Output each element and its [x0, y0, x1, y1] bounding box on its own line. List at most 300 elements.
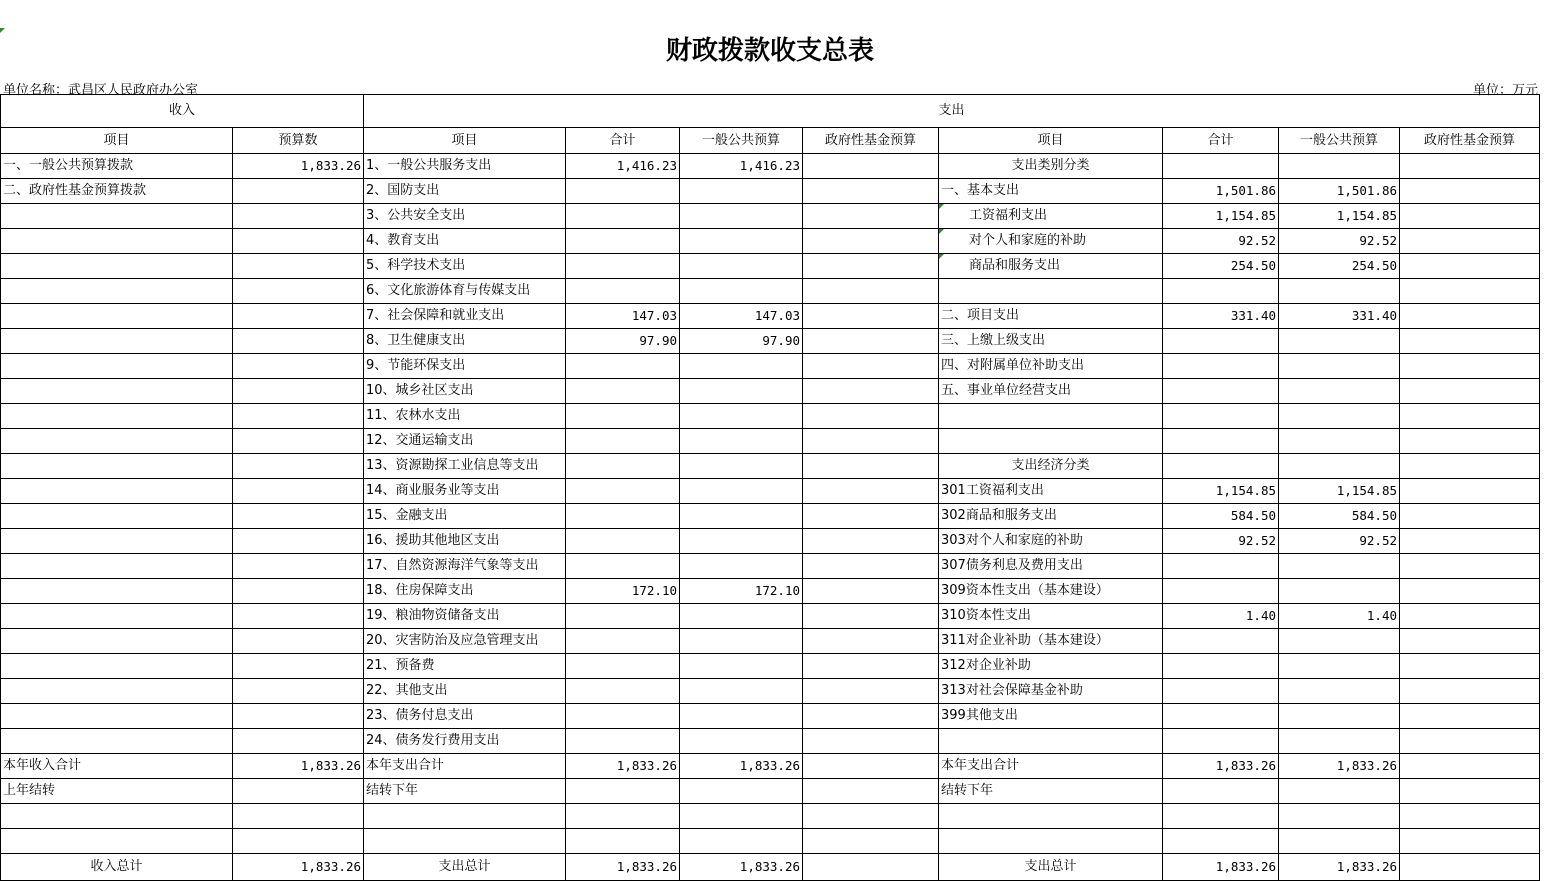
table-cell: [939, 729, 1163, 754]
table-cell: [1, 429, 233, 454]
table-cell: [680, 504, 803, 529]
table-cell: [566, 429, 680, 454]
table-cell: 三、上缴上级支出: [939, 329, 1163, 354]
table-cell: [803, 754, 939, 779]
table-cell: [680, 604, 803, 629]
table-cell: 19、粮油物资储备支出: [364, 604, 566, 629]
table-row: [1, 454, 1540, 479]
table-cell: 一、一般公共预算拨款: [1, 154, 233, 179]
table-cell: 399其他支出: [939, 704, 1163, 729]
table-cell: [233, 229, 364, 254]
table-cell: 11、农林水支出: [364, 404, 566, 429]
table-cell: [233, 829, 364, 854]
table-cell: 1,154.85: [1279, 479, 1400, 504]
table-cell: [1279, 679, 1400, 704]
table-cell: 20、灾害防治及应急管理支出: [364, 629, 566, 654]
table-cell: [566, 179, 680, 204]
table-cell: 10、城乡社区支出: [364, 379, 566, 404]
table-cell: [803, 204, 939, 229]
table-cell: 结转下年: [939, 779, 1163, 804]
table-cell: [1, 679, 233, 704]
table-cell: [803, 554, 939, 579]
table-cell: 1,833.26: [233, 754, 364, 779]
table-cell: 五、事业单位经营支出: [939, 379, 1163, 404]
table-cell: [566, 279, 680, 304]
table-cell: 92.52: [1279, 229, 1400, 254]
header-row-group: [1, 95, 1540, 128]
table-cell: 7、社会保障和就业支出: [364, 304, 566, 329]
table-row: [1, 254, 1540, 279]
table-cell: [1, 554, 233, 579]
table-cell: 147.03: [566, 304, 680, 329]
table-cell: 1,833.26: [566, 854, 680, 881]
table-cell: [1400, 479, 1540, 504]
table-cell: [566, 654, 680, 679]
table-cell: [1400, 629, 1540, 654]
table-cell: [1400, 279, 1540, 304]
table-row: [1, 279, 1540, 304]
table-cell: [1400, 554, 1540, 579]
table-cell: 15、金融支出: [364, 504, 566, 529]
table-cell: 支出经济分类: [939, 454, 1163, 479]
table-cell: 3、公共安全支出: [364, 204, 566, 229]
table-cell: 301工资福利支出: [939, 479, 1163, 504]
table-cell: [1163, 804, 1279, 829]
table-cell: 1,833.26: [1163, 754, 1279, 779]
table-cell: [1279, 329, 1400, 354]
table-cell: 331.40: [1279, 304, 1400, 329]
table-cell: [233, 804, 364, 829]
table-row: [1, 829, 1540, 854]
table-cell: 四、对附属单位补助支出: [939, 354, 1163, 379]
table-cell: [1163, 154, 1279, 179]
column-header: 合计: [1163, 128, 1279, 154]
table-cell: 1,833.26: [1279, 754, 1400, 779]
table-cell: [1400, 329, 1540, 354]
table-cell: [803, 429, 939, 454]
table-row: [1, 229, 1540, 254]
table-cell: 6、文化旅游体育与传媒支出: [364, 279, 566, 304]
table-cell: [233, 204, 364, 229]
table-row: [1, 479, 1540, 504]
table-cell: 23、债务付息支出: [364, 704, 566, 729]
table-cell: [680, 254, 803, 279]
table-cell: [233, 179, 364, 204]
table-cell: 1,416.23: [566, 154, 680, 179]
table-row: [1, 529, 1540, 554]
table-cell: 1,154.85: [1163, 479, 1279, 504]
table-cell: [1400, 404, 1540, 429]
table-cell: [680, 479, 803, 504]
table-cell: [803, 379, 939, 404]
table-cell: [233, 704, 364, 729]
table-cell: [939, 804, 1163, 829]
table-cell: [1279, 729, 1400, 754]
table-cell: 结转下年: [364, 779, 566, 804]
table-cell: [939, 829, 1163, 854]
table-cell: [1400, 304, 1540, 329]
table-cell: 21、预备费: [364, 654, 566, 679]
table-row: [1, 679, 1540, 704]
table-cell: 收入总计: [1, 854, 233, 881]
table-cell: 12、交通运输支出: [364, 429, 566, 454]
table-cell: 24、债务发行费用支出: [364, 729, 566, 754]
table-cell: [233, 629, 364, 654]
table-cell: 4、教育支出: [364, 229, 566, 254]
table-cell: [1400, 754, 1540, 779]
table-row: [1, 329, 1540, 354]
table-cell: [566, 504, 680, 529]
table-cell: [1163, 654, 1279, 679]
expense-header: 支出: [364, 95, 1540, 128]
table-cell: 1,501.86: [1163, 179, 1279, 204]
table-row: [1, 704, 1540, 729]
table-cell: [1400, 704, 1540, 729]
table-cell: [1400, 154, 1540, 179]
table-cell: [803, 279, 939, 304]
column-header: 项目: [364, 128, 566, 154]
table-cell: 支出总计: [364, 854, 566, 881]
table-cell: [233, 404, 364, 429]
table-cell: [364, 804, 566, 829]
table-cell: [803, 179, 939, 204]
table-cell: [1, 529, 233, 554]
table-cell: [233, 354, 364, 379]
table-cell: [1400, 829, 1540, 854]
table-cell: 1,154.85: [1279, 204, 1400, 229]
table-cell: [680, 404, 803, 429]
table-cell: [1163, 354, 1279, 379]
table-cell: 上年结转: [1, 779, 233, 804]
table-cell: [803, 454, 939, 479]
column-header: 一般公共预算: [680, 128, 803, 154]
table-row: [1, 404, 1540, 429]
table-cell: [1, 204, 233, 229]
table-cell: 92.52: [1279, 529, 1400, 554]
table-cell: 1,833.26: [1279, 854, 1400, 881]
table-cell: [1163, 554, 1279, 579]
table-cell: [1163, 579, 1279, 604]
table-cell: [1279, 779, 1400, 804]
budget-table: [0, 94, 1540, 881]
table-cell: [1163, 454, 1279, 479]
table-cell: [1, 379, 233, 404]
table-cell: [1279, 279, 1400, 304]
table-cell: [233, 429, 364, 454]
table-cell: [1163, 329, 1279, 354]
table-cell: [566, 529, 680, 554]
table-cell: [1400, 679, 1540, 704]
table-cell: 17、自然资源海洋气象等支出: [364, 554, 566, 579]
table-cell: 584.50: [1163, 504, 1279, 529]
table-cell: [680, 354, 803, 379]
table-cell: [566, 779, 680, 804]
table-cell: [233, 254, 364, 279]
table-cell: 92.52: [1163, 529, 1279, 554]
table-cell: [1400, 779, 1540, 804]
table-cell: [566, 354, 680, 379]
table-cell: [1163, 704, 1279, 729]
table-cell: [1400, 354, 1540, 379]
table-cell: [680, 429, 803, 454]
table-cell: [803, 329, 939, 354]
table-cell: [566, 829, 680, 854]
table-cell: [566, 454, 680, 479]
unit-label: 单位：万元: [1472, 83, 1538, 98]
table-cell: [803, 704, 939, 729]
table-cell: [1400, 504, 1540, 529]
table-cell: [566, 404, 680, 429]
table-cell: [233, 679, 364, 704]
table-cell: [803, 479, 939, 504]
table-cell: [233, 554, 364, 579]
table-cell: 2、国防支出: [364, 179, 566, 204]
table-cell: [1, 804, 233, 829]
table-row: [1, 154, 1540, 179]
table-cell: 1,833.26: [1163, 854, 1279, 881]
table-cell: [803, 529, 939, 554]
table-cell: 310资本性支出: [939, 604, 1163, 629]
table-cell: [1279, 404, 1400, 429]
table-row: [1, 729, 1540, 754]
table-cell: 254.50: [1163, 254, 1279, 279]
table-cell: [680, 454, 803, 479]
table-cell: [680, 279, 803, 304]
table-cell: [803, 604, 939, 629]
table-cell: [680, 554, 803, 579]
table-cell: [1279, 704, 1400, 729]
table-cell: [233, 379, 364, 404]
table-cell: 1,154.85: [1163, 204, 1279, 229]
table-cell: [803, 654, 939, 679]
table-cell: 本年收入合计: [1, 754, 233, 779]
table-cell: [1400, 529, 1540, 554]
table-row: [1, 654, 1540, 679]
table-cell: [1, 354, 233, 379]
table-cell: 313对社会保障基金补助: [939, 679, 1163, 704]
table-cell: [803, 229, 939, 254]
table-row: [1, 779, 1540, 804]
table-cell: 97.90: [566, 329, 680, 354]
table-row: [1, 204, 1540, 229]
table-cell: 支出总计: [939, 854, 1163, 881]
column-header: 项目: [939, 128, 1163, 154]
table-cell: [803, 679, 939, 704]
table-cell: 92.52: [1163, 229, 1279, 254]
table-cell: [680, 629, 803, 654]
table-cell: 22、其他支出: [364, 679, 566, 704]
table-cell: [566, 479, 680, 504]
table-row: [1, 629, 1540, 654]
table-cell: [1, 604, 233, 629]
table-cell: 工资福利支出: [939, 204, 1163, 229]
table-cell: [566, 804, 680, 829]
table-cell: [1, 304, 233, 329]
table-cell: [566, 204, 680, 229]
table-cell: [233, 279, 364, 304]
table-cell: [233, 454, 364, 479]
table-cell: 8、卫生健康支出: [364, 329, 566, 354]
table-cell: 172.10: [566, 579, 680, 604]
table-cell: 1.40: [1279, 604, 1400, 629]
table-cell: [233, 729, 364, 754]
table-cell: [803, 629, 939, 654]
table-cell: [1, 479, 233, 504]
table-cell: [233, 529, 364, 554]
table-cell: 309资本性支出（基本建设）: [939, 579, 1163, 604]
table-cell: [680, 204, 803, 229]
table-cell: [233, 654, 364, 679]
table-cell: 14、商业服务业等支出: [364, 479, 566, 504]
table-cell: 5、科学技术支出: [364, 254, 566, 279]
table-cell: 1,833.26: [566, 754, 680, 779]
column-header: 项目: [1, 128, 233, 154]
table-cell: 1,833.26: [680, 754, 803, 779]
table-row: [1, 179, 1540, 204]
table-cell: [1163, 404, 1279, 429]
table-cell: [1, 654, 233, 679]
table-row: [1, 604, 1540, 629]
table-cell: 支出类别分类: [939, 154, 1163, 179]
table-cell: [803, 304, 939, 329]
table-cell: [1163, 279, 1279, 304]
table-cell: 147.03: [680, 304, 803, 329]
table-cell: [1279, 354, 1400, 379]
table-cell: 1,416.23: [680, 154, 803, 179]
table-cell: [566, 729, 680, 754]
table-cell: [566, 679, 680, 704]
table-row: [1, 304, 1540, 329]
table-cell: [680, 829, 803, 854]
table-cell: 1,501.86: [1279, 179, 1400, 204]
table-cell: [1163, 779, 1279, 804]
table-cell: 307债务利息及费用支出: [939, 554, 1163, 579]
table-cell: 331.40: [1163, 304, 1279, 329]
table-cell: 对个人和家庭的补助: [939, 229, 1163, 254]
table-cell: 311对企业补助（基本建设）: [939, 629, 1163, 654]
table-cell: [1279, 554, 1400, 579]
table-cell: [566, 554, 680, 579]
table-cell: [233, 579, 364, 604]
column-header: 预算数: [233, 128, 364, 154]
table-row: [1, 354, 1540, 379]
table-cell: [1163, 429, 1279, 454]
column-header: 政府性基金预算: [803, 128, 939, 154]
table-cell: 1、一般公共服务支出: [364, 154, 566, 179]
table-cell: [1400, 729, 1540, 754]
table-cell: [803, 354, 939, 379]
table-cell: [803, 404, 939, 429]
table-cell: 一、基本支出: [939, 179, 1163, 204]
table-cell: 二、项目支出: [939, 304, 1163, 329]
table-cell: [233, 329, 364, 354]
table-cell: [803, 504, 939, 529]
table-row: [1, 554, 1540, 579]
table-cell: 1,833.26: [233, 154, 364, 179]
table-cell: [1400, 179, 1540, 204]
table-cell: [233, 304, 364, 329]
table-cell: [233, 479, 364, 504]
table-cell: 1,833.26: [233, 854, 364, 881]
table-row: [1, 379, 1540, 404]
table-cell: [1279, 829, 1400, 854]
table-cell: [803, 854, 939, 881]
table-cell: [1, 729, 233, 754]
table-cell: 97.90: [680, 329, 803, 354]
table-cell: [1, 829, 233, 854]
table-cell: [803, 729, 939, 754]
table-cell: 312对企业补助: [939, 654, 1163, 679]
table-cell: [1163, 629, 1279, 654]
table-cell: [1400, 254, 1540, 279]
header-row-columns: [1, 128, 1540, 154]
column-header: 合计: [566, 128, 680, 154]
table-row: [1, 754, 1540, 779]
table-cell: 1.40: [1163, 604, 1279, 629]
unit-name-label: 单位名称：武昌区人民政府办公室: [3, 83, 199, 98]
table-cell: [1, 279, 233, 304]
table-cell: 302商品和服务支出: [939, 504, 1163, 529]
column-header: 一般公共预算: [1279, 128, 1400, 154]
table-cell: [1400, 804, 1540, 829]
table-cell: [1163, 829, 1279, 854]
table-row: [1, 429, 1540, 454]
table-cell: [939, 429, 1163, 454]
table-cell: [803, 779, 939, 804]
table-cell: [1400, 429, 1540, 454]
table-cell: [680, 229, 803, 254]
income-header: 收入: [1, 95, 364, 128]
table-cell: [1400, 379, 1540, 404]
table-cell: 1,833.26: [680, 854, 803, 881]
table-cell: [803, 579, 939, 604]
table-cell: [680, 529, 803, 554]
table-cell: [680, 654, 803, 679]
table-cell: [680, 679, 803, 704]
table-cell: [680, 179, 803, 204]
table-cell: [1279, 454, 1400, 479]
table-cell: [1279, 429, 1400, 454]
table-cell: [1163, 679, 1279, 704]
table-cell: [1, 629, 233, 654]
table-cell: [1279, 379, 1400, 404]
table-cell: [566, 629, 680, 654]
table-cell: 13、资源勘探工业信息等支出: [364, 454, 566, 479]
table-cell: [1, 404, 233, 429]
table-cell: 18、住房保障支出: [364, 579, 566, 604]
table-cell: 9、节能环保支出: [364, 354, 566, 379]
table-cell: [1, 454, 233, 479]
table-cell: 商品和服务支出: [939, 254, 1163, 279]
table-cell: [566, 704, 680, 729]
table-cell: [1279, 154, 1400, 179]
table-cell: 本年支出合计: [364, 754, 566, 779]
table-cell: [1, 504, 233, 529]
table-cell: [566, 604, 680, 629]
table-cell: [1, 229, 233, 254]
table-cell: [1400, 204, 1540, 229]
column-header: 政府性基金预算: [1400, 128, 1540, 154]
table-cell: [1400, 579, 1540, 604]
table-cell: [1279, 579, 1400, 604]
page-title: 财政拨款收支总表: [665, 36, 874, 66]
table-cell: [1400, 454, 1540, 479]
table-cell: 172.10: [680, 579, 803, 604]
table-cell: [1279, 804, 1400, 829]
table-cell: [1, 579, 233, 604]
table-cell: [1400, 229, 1540, 254]
table-cell: 本年支出合计: [939, 754, 1163, 779]
